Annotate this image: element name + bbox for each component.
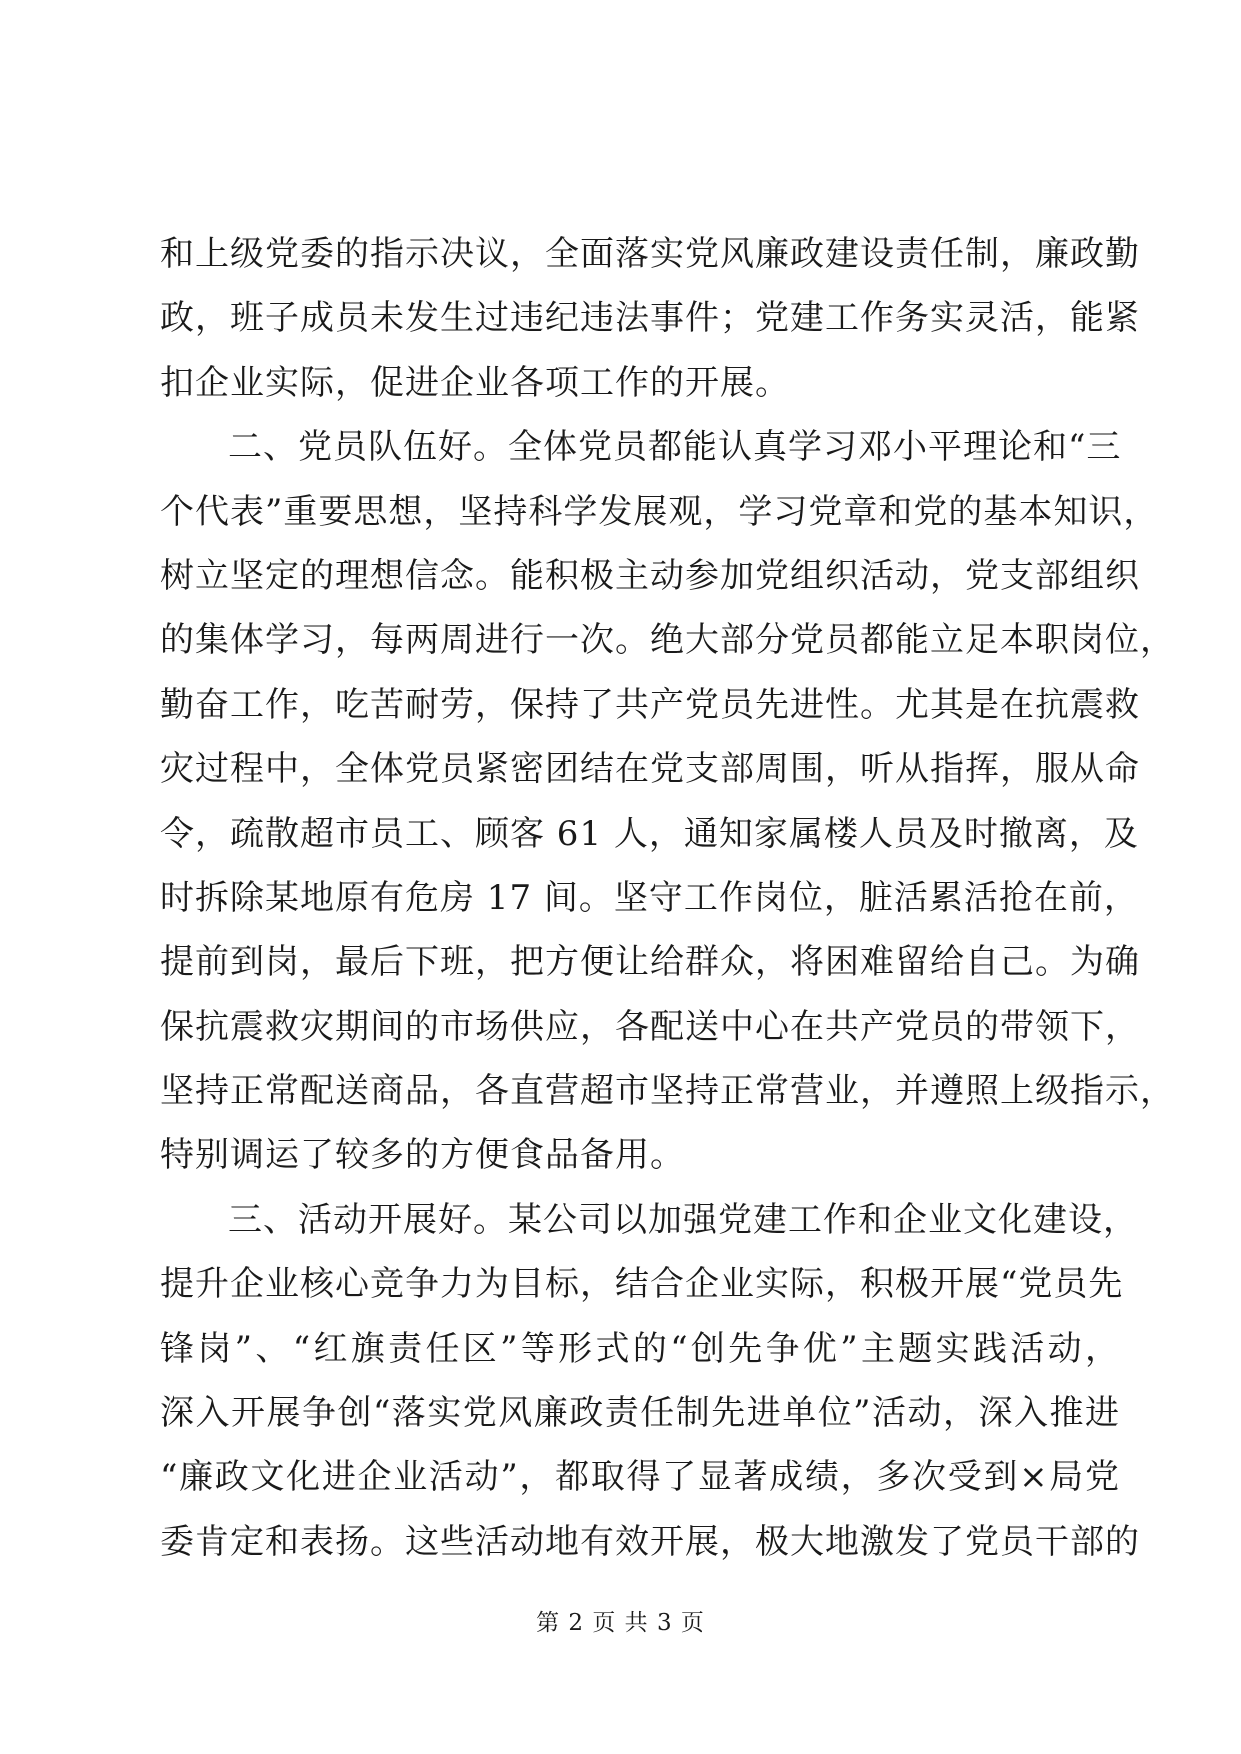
text-line: 扣企业实际，促进企业各项工作的开展。	[160, 362, 790, 403]
text-line: 保抗震救灾期间的市场供应，各配送中心在共产党员的带领下，	[160, 1006, 1140, 1047]
text-line: 提前到岗，最后下班，把方便让给群众，将困难留给自己。为确	[160, 942, 1140, 983]
text-line: 勤奋工作，吃苦耐劳，保持了共产党员先进性。尤其是在抗震救	[160, 684, 1140, 725]
text-line: 的集体学习，每两周进行一次。绝大部分党员都能立足本职岗位，	[160, 620, 1175, 661]
section-heading-line: 二、党员队伍好。全体党员都能认真学习邓小平理论和“三	[228, 427, 1122, 468]
document-body	[160, 222, 1175, 1574]
text-line: 政，班子成员未发生过违纪违法事件；党建工作务实灵活，能紧	[160, 298, 1140, 339]
text-line: 灾过程中，全体党员紧密团结在党支部周围，听从指挥，服从命	[160, 749, 1140, 790]
text-line: 特别调运了较多的方便食品备用。	[160, 1135, 685, 1176]
text-line: 令，疏散超市员工、顾客 61 人，通知家属楼人员及时撤离，及	[160, 813, 1139, 854]
text-line: 委肯定和表扬。这些活动地有效开展，极大地激发了党员干部的	[160, 1521, 1140, 1562]
page-number-footer: 第 2 页 共 3 页	[536, 1610, 705, 1636]
text-line: 深入开展争创“落实党风廉政责任制先进单位”活动，深入推进	[160, 1393, 1120, 1434]
section-heading-line: 三、活动开展好。某公司以加强党建工作和企业文化建设，	[228, 1199, 1138, 1240]
text-line: 树立坚定的理想信念。能积极主动参加党组织活动，党支部组织	[160, 555, 1140, 596]
text-line: 和上级党委的指示决议，全面落实党风廉政建设责任制，廉政勤	[160, 234, 1140, 274]
text-line: “廉政文化进企业活动”，都取得了显著成绩，多次受到×局党	[160, 1457, 1120, 1498]
text-line: 时拆除某地原有危房 17 间。坚守工作岗位，脏活累活抢在前，	[160, 877, 1139, 918]
text-line: 个代表”重要思想，坚持科学发展观，学习党章和党的基本知识，	[160, 491, 1159, 532]
text-line: 锋岗”、“红旗责任区”等形式的“创先争优”主题实践活动，	[160, 1328, 1120, 1369]
text-line: 坚持正常配送商品，各直营超市坚持正常营业，并遵照上级指示，	[160, 1071, 1175, 1112]
text-line: 提升企业核心竞争力为目标，结合企业实际，积极开展“党员先	[160, 1264, 1124, 1305]
